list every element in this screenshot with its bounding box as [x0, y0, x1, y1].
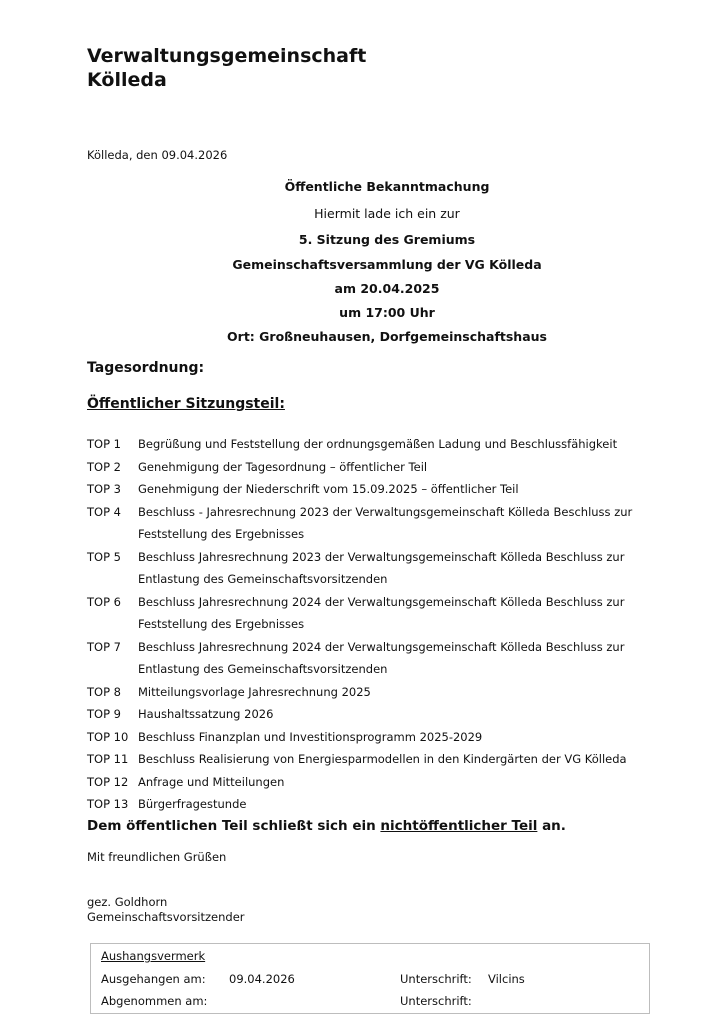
agenda-item-text: Genehmigung der Niederschrift vom 15.09.2025 – öffentlicher Teil — [138, 482, 519, 496]
agenda-item — [87, 546, 687, 591]
agenda-item-text: Beschluss Jahresrechnung 2024 der Verwaltungsgemeinschaft Kölleda Beschluss zur Entlastung des Gemeinschaftsvorsitzenden — [138, 639, 625, 676]
agenda-item-number: TOP 2 — [87, 459, 121, 474]
agenda-item-text: Begrüßung und Feststellung der ordnungsgemäßen Ladung und Beschlussfähigkeit — [138, 437, 618, 451]
agenda-item-number: TOP 11 — [87, 752, 129, 766]
agenda-item-text: Beschluss Jahresrechnung 2024 der Verwaltungsgemeinschaft Kölleda Beschluss zur Feststellung des Ergebnisses — [138, 594, 625, 631]
posting-note-title: Aushangsvermerk — [101, 949, 206, 963]
agenda-item — [87, 793, 687, 816]
closing-underlined: nichtöffentlicher Teil — [380, 818, 538, 834]
removed-signature-label: Unterschrift: — [400, 994, 472, 1008]
signature-name: gez. Goldhorn — [87, 895, 168, 909]
agenda-item-number: TOP 8 — [87, 684, 121, 699]
announcement-body: Gemeinschaftsversammlung der VG Kölleda — [232, 257, 542, 272]
announcement-intro: Hiermit lade ich ein zur — [314, 206, 460, 221]
closing-pre: Dem öffentlichen Teil schließt sich ein — [87, 818, 381, 834]
agenda-item-number: TOP 5 — [87, 549, 121, 564]
posting-note-box — [90, 943, 650, 1014]
agenda-item-text: Genehmigung der Tagesordnung – öffentlicher Teil — [138, 459, 428, 474]
agenda-item-number: TOP 1 — [87, 437, 121, 451]
agenda-item — [87, 748, 687, 771]
agenda-item-number: TOP 12 — [87, 774, 129, 789]
agenda-item-text: Beschluss Finanzplan und Investitionsprogramm 2025-2029 — [138, 729, 483, 744]
posted-value: 09.04.2026 — [229, 972, 295, 986]
announcement-date: am 20.04.2025 — [334, 281, 440, 296]
agenda-item-text: Beschluss Jahresrechnung 2023 der Verwaltungsgemeinschaft Kölleda Beschluss zur Entlastung des Gemeinschaftsvorsitzenden — [138, 549, 625, 586]
agenda-item — [87, 703, 687, 726]
posted-label: Ausgehangen am: — [101, 972, 206, 986]
agenda-item-text: Haushaltssatzung 2026 — [138, 707, 274, 721]
agenda-heading: Tagesordnung: — [87, 360, 205, 376]
announcement-location: Ort: Großneuhausen, Dorfgemeinschaftshaus — [227, 329, 547, 344]
agenda-item-text: Mitteilungsvorlage Jahresrechnung 2025 — [138, 684, 371, 699]
agenda-item — [87, 771, 687, 794]
removed-label: Abgenommen am: — [101, 994, 208, 1008]
posted-signature-value: Vilcins — [488, 972, 525, 986]
agenda-item-text: Beschluss Realisierung von Energiesparmodellen in den Kindergärten der VG Kölleda — [138, 752, 627, 766]
public-session-heading: Öffentlicher Sitzungsteil: — [87, 396, 285, 412]
greeting: Mit freundlichen Grüßen — [87, 850, 227, 864]
agenda-item-number: TOP 10 — [87, 729, 129, 744]
agenda-item — [87, 501, 687, 546]
agenda-item-number: TOP 13 — [87, 797, 129, 811]
organization-name — [87, 44, 366, 92]
agenda-item — [87, 591, 687, 636]
agenda-item — [87, 681, 687, 704]
agenda-item-number: TOP 7 — [87, 639, 121, 654]
agenda-item — [87, 478, 687, 501]
agenda-item-number: TOP 6 — [87, 594, 121, 609]
signature-block — [87, 895, 245, 925]
closing-post: an. — [537, 818, 566, 834]
announcement-session: 5. Sitzung des Gremiums — [298, 232, 476, 247]
agenda-item-number: TOP 4 — [87, 504, 121, 519]
agenda-item-number: TOP 9 — [87, 707, 121, 721]
date-line: Kölleda, den 09.04.2026 — [87, 148, 228, 162]
agenda-item-text: Anfrage und Mitteilungen — [138, 774, 285, 789]
announcement-title: Öffentliche Bekanntmachung — [284, 179, 490, 194]
agenda-item — [87, 726, 687, 749]
agenda-item — [87, 636, 687, 681]
agenda-item-number: TOP 3 — [87, 482, 121, 496]
organization-name-line2: Kölleda — [87, 69, 167, 91]
announcement-time: um 17:00 Uhr — [339, 305, 435, 320]
agenda-item — [87, 456, 687, 479]
agenda-list — [87, 433, 687, 816]
organization-name-line1: Verwaltungsgemeinschaft — [87, 45, 367, 67]
signature-role: Gemeinschaftsvorsitzender — [87, 910, 245, 924]
agenda-item-text: Beschluss - Jahresrechnung 2023 der Verwaltungsgemeinschaft Kölleda Beschluss zur Feststellung des Ergebnisses — [138, 504, 633, 541]
posted-signature-label: Unterschrift: — [400, 972, 472, 986]
agenda-item-text: Bürgerfragestunde — [138, 797, 247, 811]
closing-statement — [87, 818, 566, 834]
agenda-item — [87, 433, 687, 456]
